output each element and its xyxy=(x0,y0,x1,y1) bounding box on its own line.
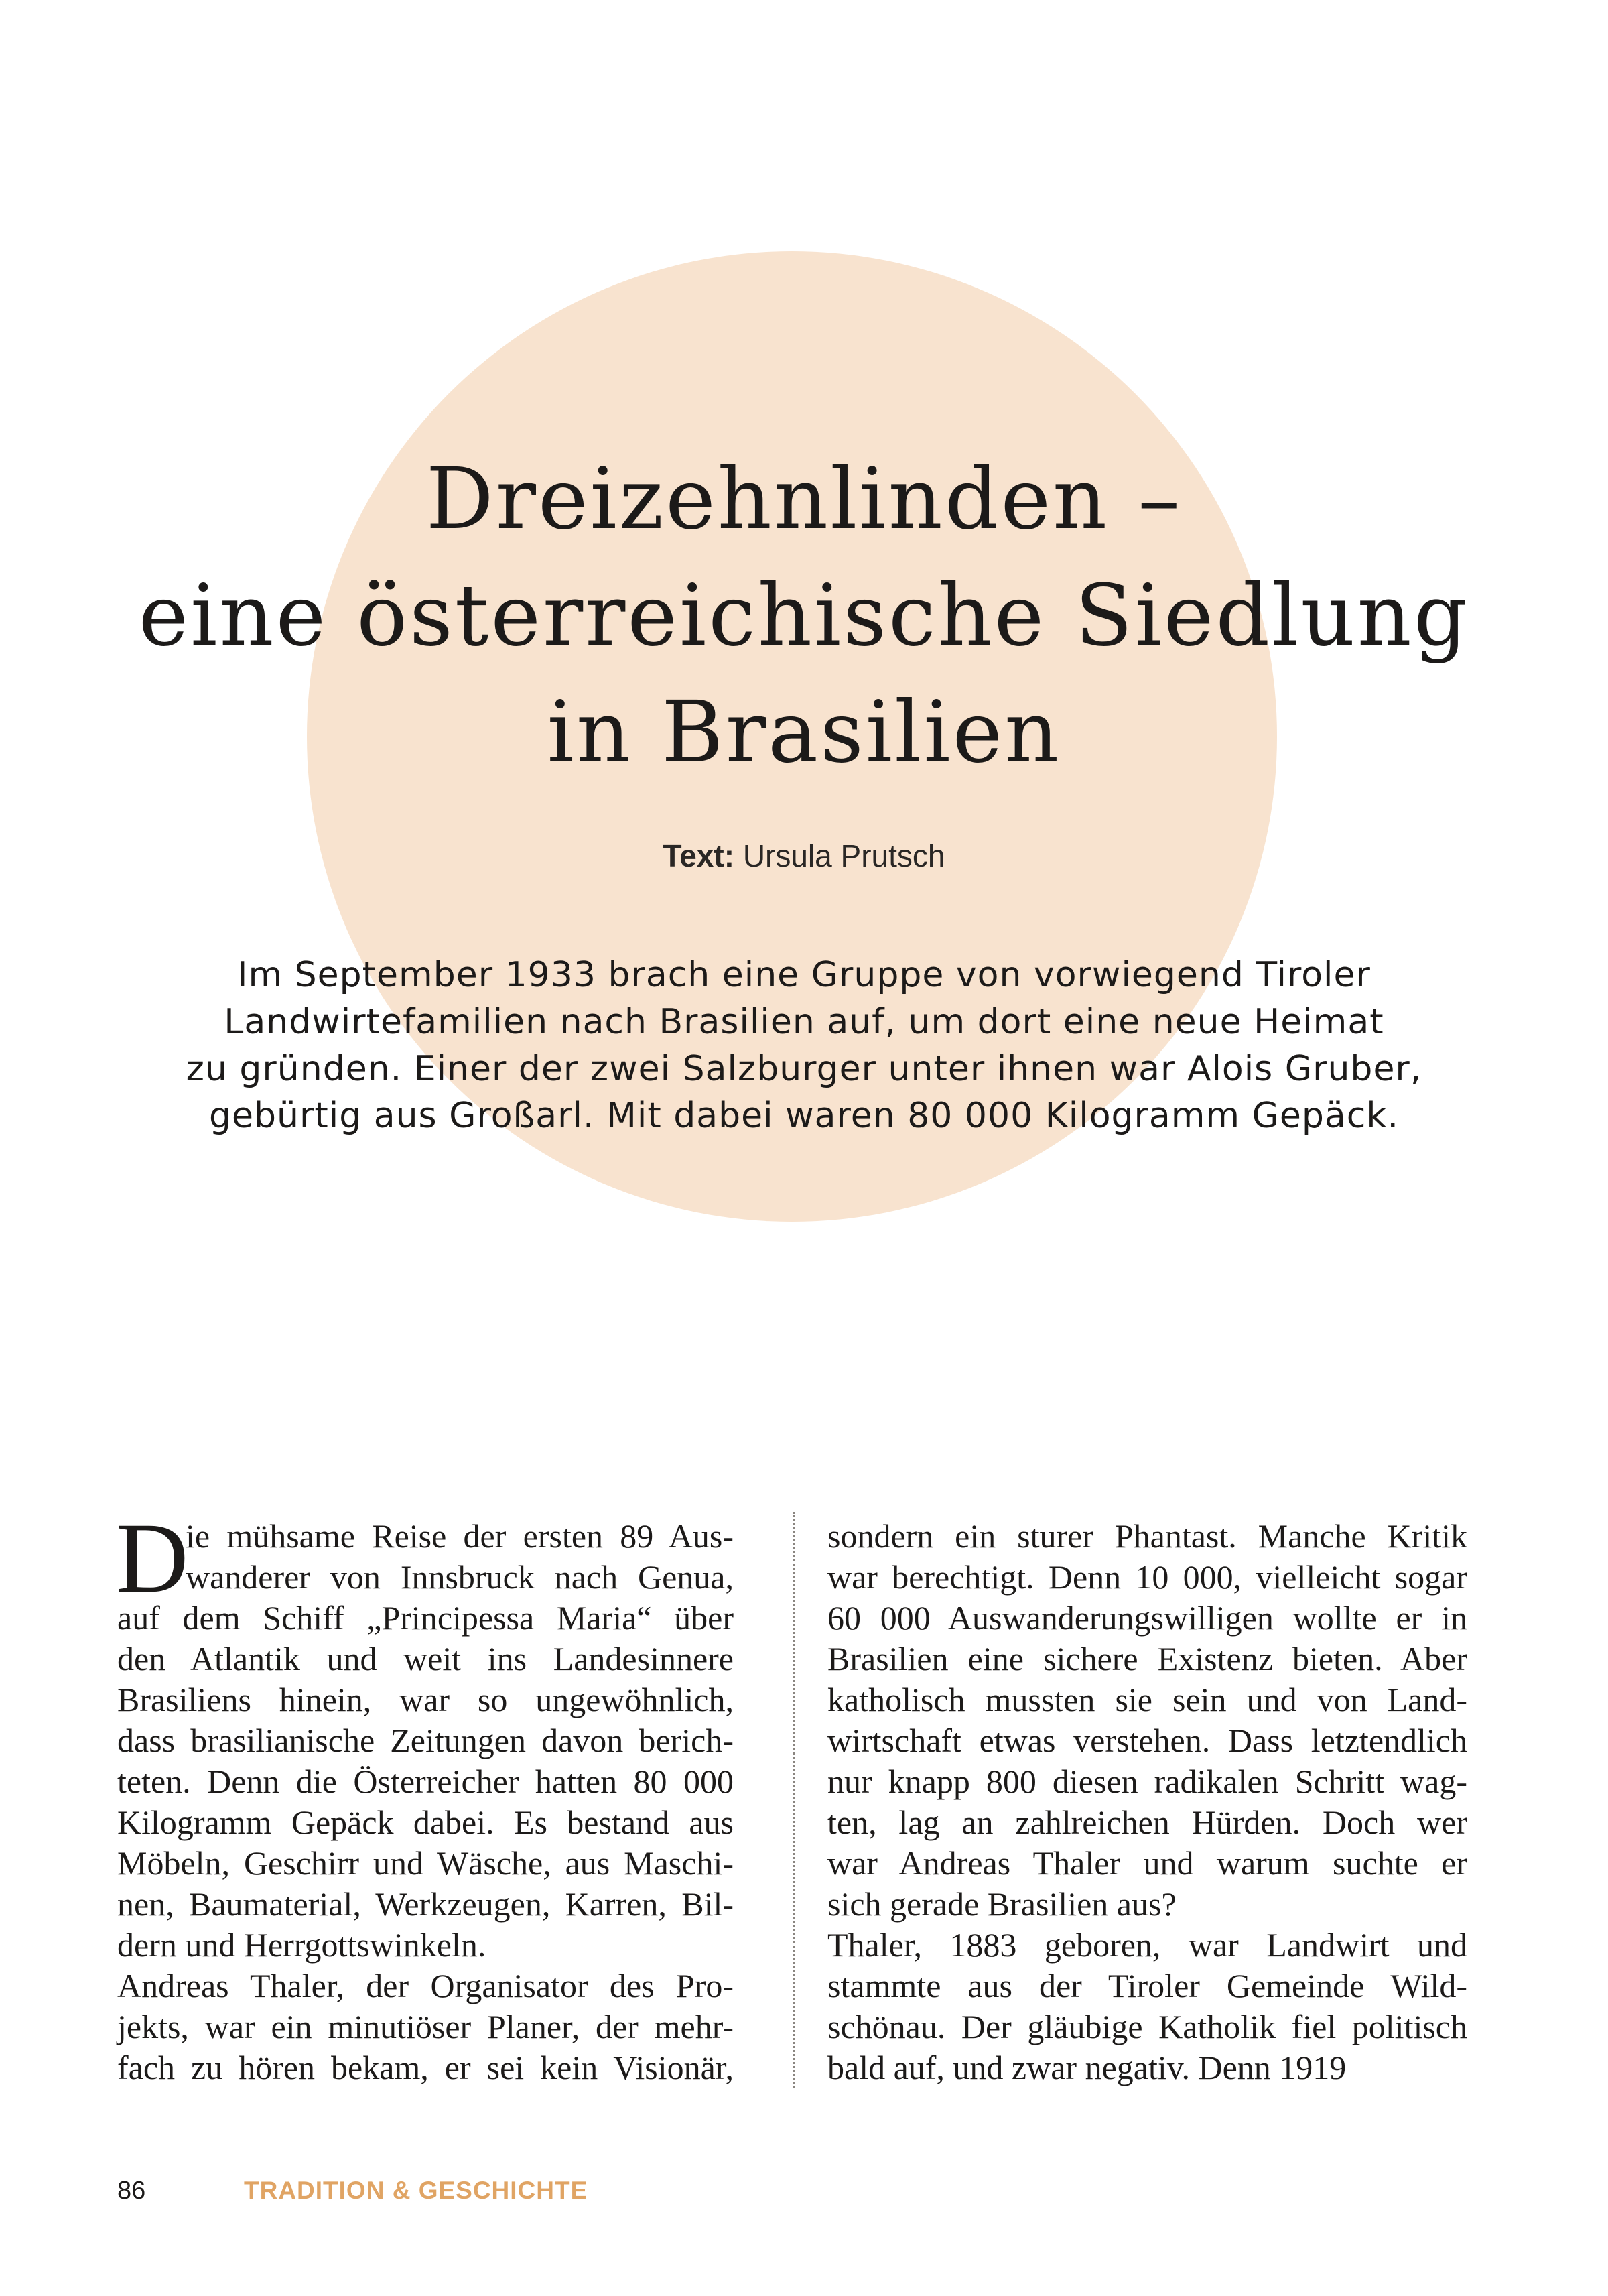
article-title xyxy=(0,441,1608,791)
credit-label: Text: xyxy=(663,838,735,873)
body-line: dass brasilianische Zeitungen davon berich- xyxy=(117,1722,734,1759)
body-line: katholisch mussten sie sein und von Land- xyxy=(827,1681,1467,1718)
lead-paragraph xyxy=(0,952,1608,1139)
body-line: Thaler, 1883 geboren, war Landwirt und xyxy=(827,1926,1467,1964)
body-line: nur knapp 800 diesen radikalen Schritt wag- xyxy=(827,1763,1467,1800)
body-line: Kilogramm Gepäck dabei. Es bestand aus xyxy=(117,1803,734,1841)
body-line: wanderer von Innsbruck nach Genua, xyxy=(186,1558,734,1596)
drop-cap: D xyxy=(116,1503,189,1614)
credit-author: Ursula Prutsch xyxy=(742,838,945,873)
lead-line: Landwirtefamilien nach Brasilien auf, um dort eine neue Heimat xyxy=(224,1002,1384,1042)
body-line: dern und Herrgottswinkeln. xyxy=(117,1926,486,1964)
body-column-left xyxy=(116,1503,734,2088)
body-line: den Atlantik und weit ins Landesinnere xyxy=(117,1640,734,1677)
body-line: teten. Denn die Österreicher hatten 80 000 xyxy=(117,1763,734,1800)
author-credit xyxy=(0,836,1608,876)
body-line: Andreas Thaler, der Organisator des Pro- xyxy=(117,1967,734,2004)
body-line: ten, lag an zahlreichen Hürden. Doch wer xyxy=(827,1803,1467,1841)
body-line: war Andreas Thaler und warum suchte er xyxy=(827,1844,1467,1882)
body-line: 60 000 Auswanderungswilligen wollte er in xyxy=(827,1599,1467,1637)
body-line: Brasilien eine sichere Existenz bieten. Aber xyxy=(827,1640,1467,1677)
page-number: 86 xyxy=(117,2177,146,2205)
body-line: Brasiliens hinein, war so ungewöhnlich, xyxy=(117,1681,734,1718)
body-line: ie mühsame Reise der ersten 89 Aus- xyxy=(186,1517,734,1555)
body-column-right xyxy=(827,1516,1467,2088)
section-label: TRADITION & GESCHICHTE xyxy=(244,2177,588,2204)
body-line: fach zu hören bekam, er sei kein Visionär, xyxy=(117,2049,734,2086)
body-line: war berechtigt. Denn 10 000, vielleicht sogar xyxy=(827,1558,1467,1596)
title-line: eine österreichische Siedlung xyxy=(138,566,1470,665)
body-line: wirtschaft etwas verstehen. Dass letztendlich xyxy=(827,1722,1467,1759)
lead-line: gebürtig aus Großarl. Mit dabei waren 80 000 Kilogramm Gepäck. xyxy=(209,1096,1399,1136)
body-line: nen, Baumaterial, Werkzeugen, Karren, Bil- xyxy=(117,1885,734,1923)
body-line: sich gerade Brasilien aus? xyxy=(827,1885,1177,1923)
body-line: schönau. Der gläubige Katholik fiel politisch xyxy=(827,2008,1467,2045)
body-line: sondern ein sturer Phantast. Manche Kritik xyxy=(827,1517,1467,1555)
body-line: stammte aus der Tiroler Gemeinde Wild- xyxy=(827,1967,1467,2004)
title-line: in Brasilien xyxy=(547,683,1061,781)
body-line: Möbeln, Geschirr und Wäsche, aus Maschi- xyxy=(117,1844,734,1882)
lead-line: zu gründen. Einer der zwei Salzburger unter ihnen war Alois Gruber, xyxy=(186,1049,1422,1089)
column-divider xyxy=(793,1512,795,2088)
body-line: jekts, war ein minutiöser Planer, der mehr- xyxy=(117,2008,734,2045)
lead-line: Im September 1933 brach eine Gruppe von vorwiegend Tiroler xyxy=(237,955,1371,995)
title-line: Dreizehnlinden – xyxy=(425,450,1183,548)
body-line: auf dem Schiff „Principessa Maria“ über xyxy=(117,1599,734,1637)
body-line: bald auf, und zwar negativ. Denn 1919 xyxy=(827,2049,1347,2086)
